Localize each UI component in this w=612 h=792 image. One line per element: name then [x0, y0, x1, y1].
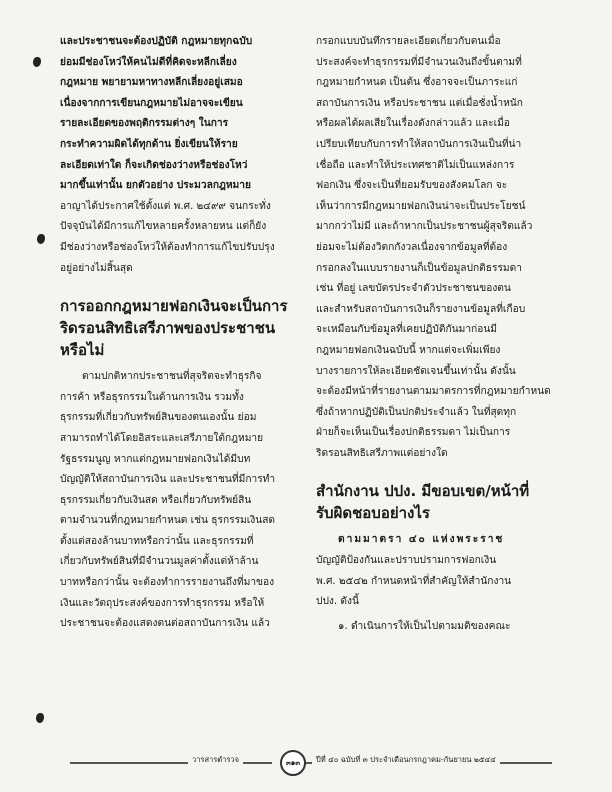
- text-line: อาญาได้ประกาศใช้ตั้งแต่ พ.ศ. ๒๔๙๙ จนกระทั่ง: [60, 200, 271, 212]
- text-line: จะเหมือนกับข้อมูลที่เคยปฏิบัติกันมาก่อนมี: [316, 324, 498, 336]
- text-line: ย่อมจะไม่ต้องวิตกกังวลเนื่องจากข้อมูลที่ต้อง: [316, 241, 508, 253]
- text-line: เชื่อถือ และทำให้ประเทศชาติไม่เป็นแหล่งการ: [316, 159, 515, 171]
- text-line: ธุรกรรมที่เกี่ยวกับทรัพย์สินของตนเองนั้น ย่อม: [60, 412, 257, 424]
- right-paragraph-1: [316, 32, 561, 464]
- text-line: ประสงค์จะทำธุรกรรมที่มีจำนวนเงินถึงขั้นตามที่: [316, 56, 522, 68]
- text-line: ฟอกเงิน ซึ่งจะเป็นที่ยอมรับของสังคมโลก จะ: [316, 180, 508, 192]
- left-paragraph-1-cont: [60, 197, 305, 279]
- text-line: ตามมาตรา ๔๐ แห่งพระราช: [338, 534, 505, 546]
- text-line: เงินและวัตถุประสงค์ของการทำธุรกรรม หรือให้: [60, 597, 265, 609]
- text-line: ตามจำนวนที่กฎหมายกำหนด เช่น ธุรกรรมเงินสด: [60, 515, 276, 527]
- journal-name: วารสารตำรวจ: [188, 754, 243, 766]
- text-line: กรอกแบบบันทึกรายละเอียดเกี่ยวกับตนเมื่อ: [316, 36, 501, 47]
- heading-line: ริดรอนสิทธิเสรีภาพของประชาชน: [60, 319, 276, 338]
- text-line: การค้า หรือธุรกรรมในด้านการเงิน รวมทั้ง: [60, 391, 244, 403]
- text-line: บางรายการให้ละเอียดชัดเจนขึ้นเท่านั้น ดังนั้น: [316, 365, 516, 377]
- text-line: ธุรกรรมเกี่ยวกับเงินสด หรือเกี่ยวกับทรัพย์สิน: [60, 494, 252, 506]
- text-line: ตั้งแต่สองล้านบาทหรือกว่านั้น และธุรกรรมที่: [60, 535, 254, 547]
- text-line: เช่น ที่อยู่ เลขบัตรประจำตัวประชาชนของตน: [316, 283, 511, 295]
- text-line: กฎหมายฟอกเงินฉบับนี้ หากแต่จะเพิ่มเพียง: [316, 344, 501, 356]
- text-line: ตามปกติหากประชาชนที่สุจริตจะทำธุรกิจ: [82, 371, 262, 383]
- page-number: ๓๑๓: [280, 750, 306, 776]
- heading-line: รับผิดชอบอย่างไร: [316, 504, 430, 523]
- margin-mark: [33, 57, 41, 67]
- margin-mark: [37, 234, 45, 244]
- text-line: รัฐธรรมนูญ หากแต่กฎหมายฟอกเงินได้มีบท: [60, 453, 251, 465]
- text-line: บาทหรือกว่านั้น จะต้องทำการรายงานถึงที่มาของ: [60, 577, 275, 589]
- text-line: มากขึ้นเท่านั้น ยกตัวอย่าง ประมวลกฎหมาย: [60, 180, 251, 192]
- text-line: จะต้องมีหน้าที่รายงานตามมาตรการที่กฎหมายกำหนด: [316, 386, 551, 398]
- text-line: ย่อมมีช่องโหว่ให้คนไม่ดีที่คิดจะหลีกเลี่ยง: [60, 56, 237, 68]
- text-line: เห็นว่าการมีกฎหมายฟอกเงินน่าจะเป็นประโยชน์: [316, 200, 526, 212]
- text-line: กระทำความผิดได้ทุกด้าน ยิ่งเขียนให้ราย: [60, 138, 238, 150]
- issue-info: ปีที่ ๔๐ ฉบับที่ ๓ ประจำเดือนกรกฎาคม-กันยายน ๒๕๔๔: [312, 754, 500, 766]
- text-line: ละเอียดเท่าใด ก็จะเกิดช่องว่างหรือช่องโหว่: [60, 159, 248, 171]
- text-line: อยู่อย่างไม่สิ้นสุด: [60, 262, 133, 274]
- page-footer: [0, 748, 612, 778]
- text-line: ปัจจุบันได้มีการแก้ไขหลายครั้งหลายหน แต่ก็ยัง: [60, 221, 267, 233]
- text-line: บัญญัติป้องกันและปราบปรามการฟอกเงิน: [316, 555, 497, 567]
- text-line: มากกว่าไม่มี และถ้าหากเป็นประชาชนผู้สุจริตแล้ว: [316, 221, 533, 233]
- text-line: เปรียบเทียบกับการทำให้สถาบันการเงินเป็นที่น่า: [316, 138, 522, 150]
- text-line: ปปง. ดังนี้: [316, 596, 359, 608]
- text-line: ซึ่งถ้าหากปฏิบัติเป็นปกติประจำแล้ว ในที่สุดทุก: [316, 406, 517, 418]
- text-line: หรือผลได้ผลเสียในเรื่องดังกล่าวแล้ว และเมื่อ: [316, 118, 510, 130]
- text-line: กฎหมายกำหนด เป็นต้น ซึ่งอาจจะเป็นภาระแก่: [316, 77, 518, 89]
- text-line: ริดรอนสิทธิเสรีภาพแต่อย่างใด: [316, 447, 448, 459]
- heading-line: สำนักงาน ปปง. มีขอบเขต/หน้าที่: [316, 482, 530, 501]
- text-line: รายละเอียดของพฤติกรรมต่างๆ ในการ: [60, 118, 229, 130]
- text-line: สามารถทำได้โดยอิสระและเสรีภายใต้กฎหมาย: [60, 432, 264, 444]
- text-line: เนื่องจากการเขียนกฎหมายไม่อาจจะเขียน: [60, 97, 243, 109]
- text-line: มีช่องว่างหรือช่องโหว่ให้ต้องทำการแก้ไขปรับปรุง: [60, 241, 275, 253]
- left-column: [60, 32, 305, 635]
- text-line: สถาบันการเงิน หรือประชาชน แต่เมื่อชั่งน้ำหนัก: [316, 97, 523, 109]
- right-paragraph-2: [316, 530, 561, 637]
- left-paragraph-2: [60, 367, 305, 635]
- section-heading: [316, 480, 561, 524]
- list-item-1: ๑. ดำเนินการให้เป็นไปตามมติของคณะ: [338, 620, 511, 632]
- section-heading: [60, 295, 305, 361]
- text-line: กรอกลงในแบบรายงานก็เป็นข้อมูลปกติธรรมดา: [316, 262, 522, 274]
- left-paragraph-1: [60, 32, 305, 197]
- text-line: ประชาชนจะต้องแสดงตนต่อสถาบันการเงิน แล้ว: [60, 618, 270, 630]
- text-line: พ.ศ. ๒๕๔๒ กำหนดหน้าที่สำคัญให้สำนักงาน: [316, 575, 512, 587]
- margin-mark: [36, 713, 44, 723]
- right-column: [316, 32, 561, 637]
- heading-line: หรือไม่: [60, 341, 105, 360]
- text-line: และประชาชนจะต้องปฏิบัติ กฎหมายทุกฉบับ: [60, 36, 253, 47]
- text-line: ฝ่ายก็จะเห็นเป็นเรื่องปกติธรรมดา ไม่เป็นการ: [316, 427, 511, 439]
- text-line: บัญญัติให้สถาบันการเงิน และประชาชนที่มีการทำ: [60, 474, 276, 486]
- text-line: เกี่ยวกับทรัพย์สินที่มีจำนวนมูลค่าตั้งแต่ห้าล้าน: [60, 556, 259, 568]
- heading-line: การออกกฎหมายฟอกเงินจะเป็นการ: [60, 297, 288, 316]
- text-line: และสำหรับสถาบันการเงินก็รายงานข้อมูลที่เกือบ: [316, 303, 526, 315]
- text-line: กฎหมาย พยายามหาทางหลีกเลี่ยงอยู่เสมอ: [60, 77, 243, 89]
